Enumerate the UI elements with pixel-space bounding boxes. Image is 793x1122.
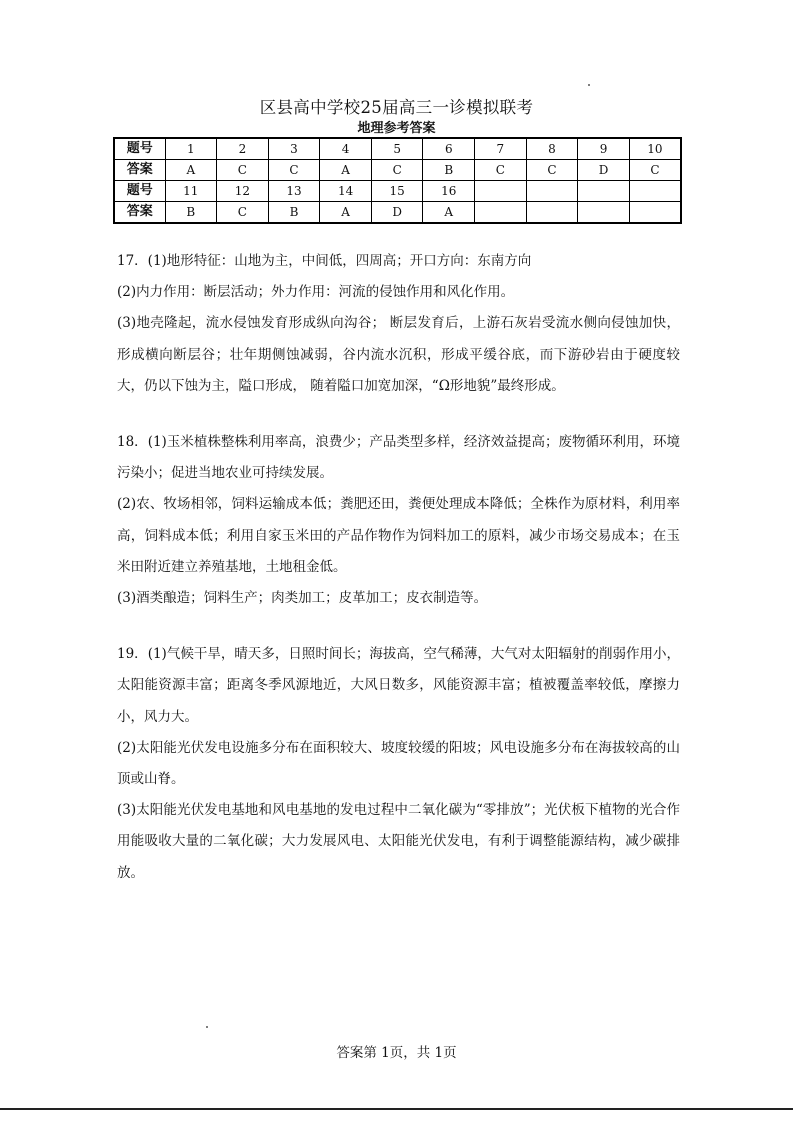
scan-speck: [206, 1026, 208, 1028]
question-number: 7: [475, 138, 527, 160]
question-number: 12: [217, 181, 269, 202]
question-number: 14: [320, 181, 372, 202]
answer-cell: [475, 202, 527, 224]
bottom-rule: [0, 1108, 793, 1110]
answer-cell: B: [423, 160, 475, 181]
answer-cell: [629, 202, 681, 224]
scan-speck: [588, 84, 590, 86]
answer-cell: B: [165, 202, 217, 224]
answer-cell: D: [371, 202, 423, 224]
table-row: [114, 181, 681, 202]
answer-cell: [526, 202, 578, 224]
answer-cell: [578, 202, 630, 224]
answer-key-subtitle: 地理参考答案: [357, 121, 436, 136]
answer-cell: C: [217, 202, 269, 224]
question-number: 3: [268, 138, 320, 160]
question-number: 4: [320, 138, 372, 160]
answer-cell: A: [320, 160, 372, 181]
answer-paragraph: (3)地壳隆起，流水侵蚀发育形成纵向沟谷； 断层发育后，上游石灰岩受流水侧向侵蚀加快，形成横向断层谷；壮年期侧蚀减弱，谷内流水沉积，形成平缓谷底，而下游砂岩由于硬度较大，仍以下蚀为主，隘口形成， 随着隘口加宽加深，“Ω形地貌”最终形成。: [117, 315, 680, 394]
question-number: 5: [371, 138, 423, 160]
answer-paragraph: 17．(1)地形特征：山地为主，中间低，四周高；开口方向：东南方向: [117, 253, 532, 269]
answer-cell: A: [320, 202, 372, 224]
question-number: 1: [165, 138, 217, 160]
question-number: 6: [423, 138, 475, 160]
answer-cell: C: [629, 160, 681, 181]
question-number: 16: [423, 181, 475, 202]
question-19-answer: [117, 639, 680, 889]
answer-table: [113, 137, 682, 224]
answer-body: [117, 246, 680, 889]
answer-cell: C: [371, 160, 423, 181]
page-footer: 答案第 1页，共 1页: [336, 1045, 457, 1061]
exam-title: 区县高中学校25届高三一诊模拟联考: [259, 98, 534, 117]
answer-cell: D: [578, 160, 630, 181]
table-row: [114, 202, 681, 224]
question-number: 11: [165, 181, 217, 202]
answer-paragraph: (2)太阳能光伏发电设施多分布在面积较大、坡度较缓的阳坡；风电设施多分布在海拔较高的山顶或山脊。: [117, 739, 680, 788]
answer-paragraph: (3)酒类酿造；饲料生产；肉类加工；皮革加工；皮衣制造等。: [117, 590, 488, 607]
answer-paragraph: (2)农、牧场相邻，饲料运输成本低；粪肥还田，粪便处理成本降低；全株作为原材料，利用率高，饲料成本低；利用自家玉米田的产品作物作为饲料加工的原料，减少市场交易成本；在玉米田附近建立养殖基地，土地租金低。: [117, 496, 680, 575]
section-gap: [117, 614, 680, 639]
question-number: [578, 181, 630, 202]
answer-cell: A: [165, 160, 217, 181]
question-number: 2: [217, 138, 269, 160]
question-number: 9: [578, 138, 630, 160]
answer-paragraph: (3)太阳能光伏发电基地和风电基地的发电过程中二氧化碳为“零排放”；光伏板下植物的光合作用能吸收大量的二氧化碳；大力发展风电、太阳能光伏发电，有利于调整能源结构，减少碳排放。: [117, 802, 680, 881]
question-number: [629, 181, 681, 202]
answer-cell: C: [526, 160, 578, 181]
question-number: 10: [629, 138, 681, 160]
table-row: [114, 138, 681, 160]
answer-paragraph: (2)内力作用：断层活动；外力作用：河流的侵蚀作用和风化作用。: [117, 284, 515, 301]
question-18-answer: [117, 427, 680, 614]
question-number: [475, 181, 527, 202]
question-number: 8: [526, 138, 578, 160]
row-label-number: 题号: [114, 181, 165, 202]
answer-cell: C: [217, 160, 269, 181]
section-gap: [117, 402, 680, 427]
answer-cell: C: [268, 160, 320, 181]
question-number: [526, 181, 578, 202]
question-number: 13: [268, 181, 320, 202]
row-label-answer: 答案: [114, 202, 165, 224]
question-number: 15: [371, 181, 423, 202]
answer-paragraph: 19．(1)气候干旱，晴天多，日照时间长；海拔高，空气稀薄，大气对太阳辐射的削弱作用小，太阳能资源丰富；距离冬季风源地近，大风日数多，风能资源丰富；植被覆盖率较低，摩擦力小，风力大。: [117, 646, 680, 725]
question-17-answer: [117, 246, 680, 402]
table-row: [114, 160, 681, 181]
answer-cell: A: [423, 202, 475, 224]
row-label-answer: 答案: [114, 160, 165, 181]
answer-cell: C: [475, 160, 527, 181]
answer-cell: B: [268, 202, 320, 224]
row-label-number: 题号: [114, 138, 165, 160]
answer-paragraph: 18．(1)玉米植株整株利用率高，浪费少；产品类型多样，经济效益提高；废物循环利用，环境污染小；促进当地农业可持续发展。: [117, 434, 680, 482]
